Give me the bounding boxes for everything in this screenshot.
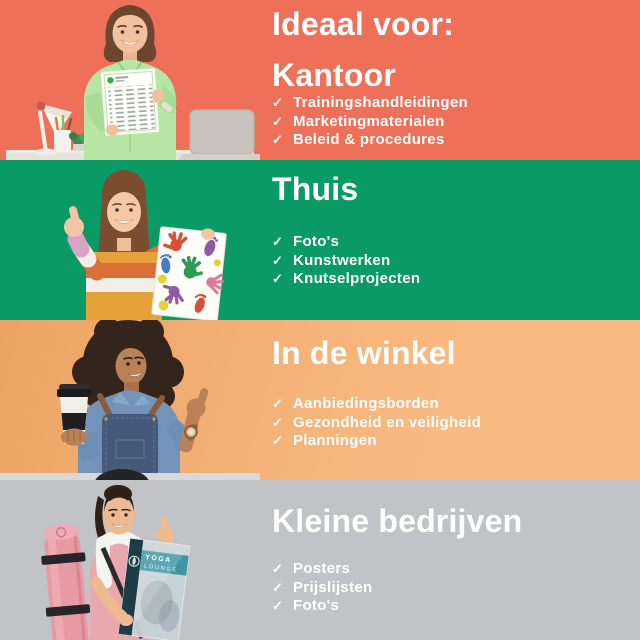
list-item-label: Planningen	[293, 432, 377, 450]
poster-text-line2: LOUNGE	[143, 563, 179, 574]
section-heading-kantoor: Kantoor	[272, 57, 397, 93]
coffee-cup	[57, 384, 91, 446]
list-item-label: Aanbiedingsborden	[293, 395, 439, 412]
handprint-artwork-sheet	[152, 227, 228, 320]
barista-woman	[57, 320, 209, 480]
check-icon: ✓	[272, 271, 284, 287]
copy-kantoor	[272, 0, 632, 160]
copy-in-de-winkel	[272, 320, 632, 480]
list-item-label: Knutselprojecten	[293, 270, 421, 288]
list-item	[272, 270, 420, 289]
check-icon: ✓	[272, 598, 284, 614]
list-item-label: Prijslijsten	[293, 578, 373, 596]
yoga-woman	[39, 485, 190, 640]
photo-yoga-woman	[0, 480, 260, 640]
list-item-label: Gezondheid en veiligheid	[293, 413, 482, 431]
list-item	[272, 560, 372, 579]
check-icon: ✓	[272, 132, 284, 148]
list-item-label: Foto's	[293, 233, 340, 250]
poster-text-line1: YOGA	[144, 554, 172, 565]
list-item	[272, 94, 468, 113]
list-item	[272, 432, 481, 451]
thumbs-up-hand	[156, 517, 174, 545]
woman-office	[84, 5, 176, 160]
section-heading-kleine-bedrijven: Kleine bedrijven	[272, 503, 523, 539]
check-icon: ✓	[272, 414, 284, 430]
thumbs-up-hand	[64, 205, 84, 237]
poster-title: Ideaal voor:	[272, 6, 455, 42]
section-kleine-bedrijven	[0, 480, 640, 640]
list-item	[272, 113, 468, 132]
section-thuis	[0, 160, 640, 320]
list-item	[272, 233, 420, 252]
photo-girl-artwork	[0, 160, 260, 320]
list-item-label: Kunstwerken	[293, 251, 391, 269]
copy-kleine-bedrijven	[272, 480, 632, 640]
list-item	[272, 579, 372, 598]
check-icon: ✓	[272, 95, 284, 110]
list-item	[272, 131, 468, 150]
list-item	[272, 252, 420, 271]
list-item-label: Trainingshandleidingen	[293, 94, 468, 111]
list-kantoor	[272, 94, 468, 150]
section-kantoor	[0, 0, 640, 160]
photo-barista	[0, 320, 260, 480]
list-item	[272, 597, 372, 616]
list-item-label: Foto's	[293, 597, 340, 615]
list-thuis	[272, 233, 420, 289]
list-item-label: Marketingmaterialen	[293, 112, 445, 130]
section-in-de-winkel	[0, 320, 640, 480]
check-icon: ✓	[272, 433, 284, 449]
check-icon: ✓	[272, 234, 284, 249]
section-heading-in-de-winkel: In de winkel	[272, 335, 456, 371]
check-icon: ✓	[272, 113, 284, 129]
list-item	[272, 395, 481, 414]
list-in-de-winkel	[272, 395, 481, 451]
check-icon: ✓	[272, 561, 284, 576]
list-item-label: Posters	[293, 560, 351, 577]
section-heading-thuis: Thuis	[272, 171, 359, 207]
girl-with-artwork	[64, 170, 227, 320]
check-icon: ✓	[272, 396, 284, 411]
list-kleine-bedrijven	[272, 560, 372, 616]
list-item	[272, 414, 481, 433]
yoga-mat	[39, 523, 94, 640]
copy-thuis	[272, 160, 632, 320]
list-item-label: Beleid & procedures	[293, 131, 445, 149]
pencil-cup	[54, 116, 71, 151]
check-icon: ✓	[272, 252, 284, 268]
pointing-thumb-hand	[187, 387, 210, 417]
check-icon: ✓	[272, 579, 284, 595]
photo-woman-office	[0, 0, 260, 160]
